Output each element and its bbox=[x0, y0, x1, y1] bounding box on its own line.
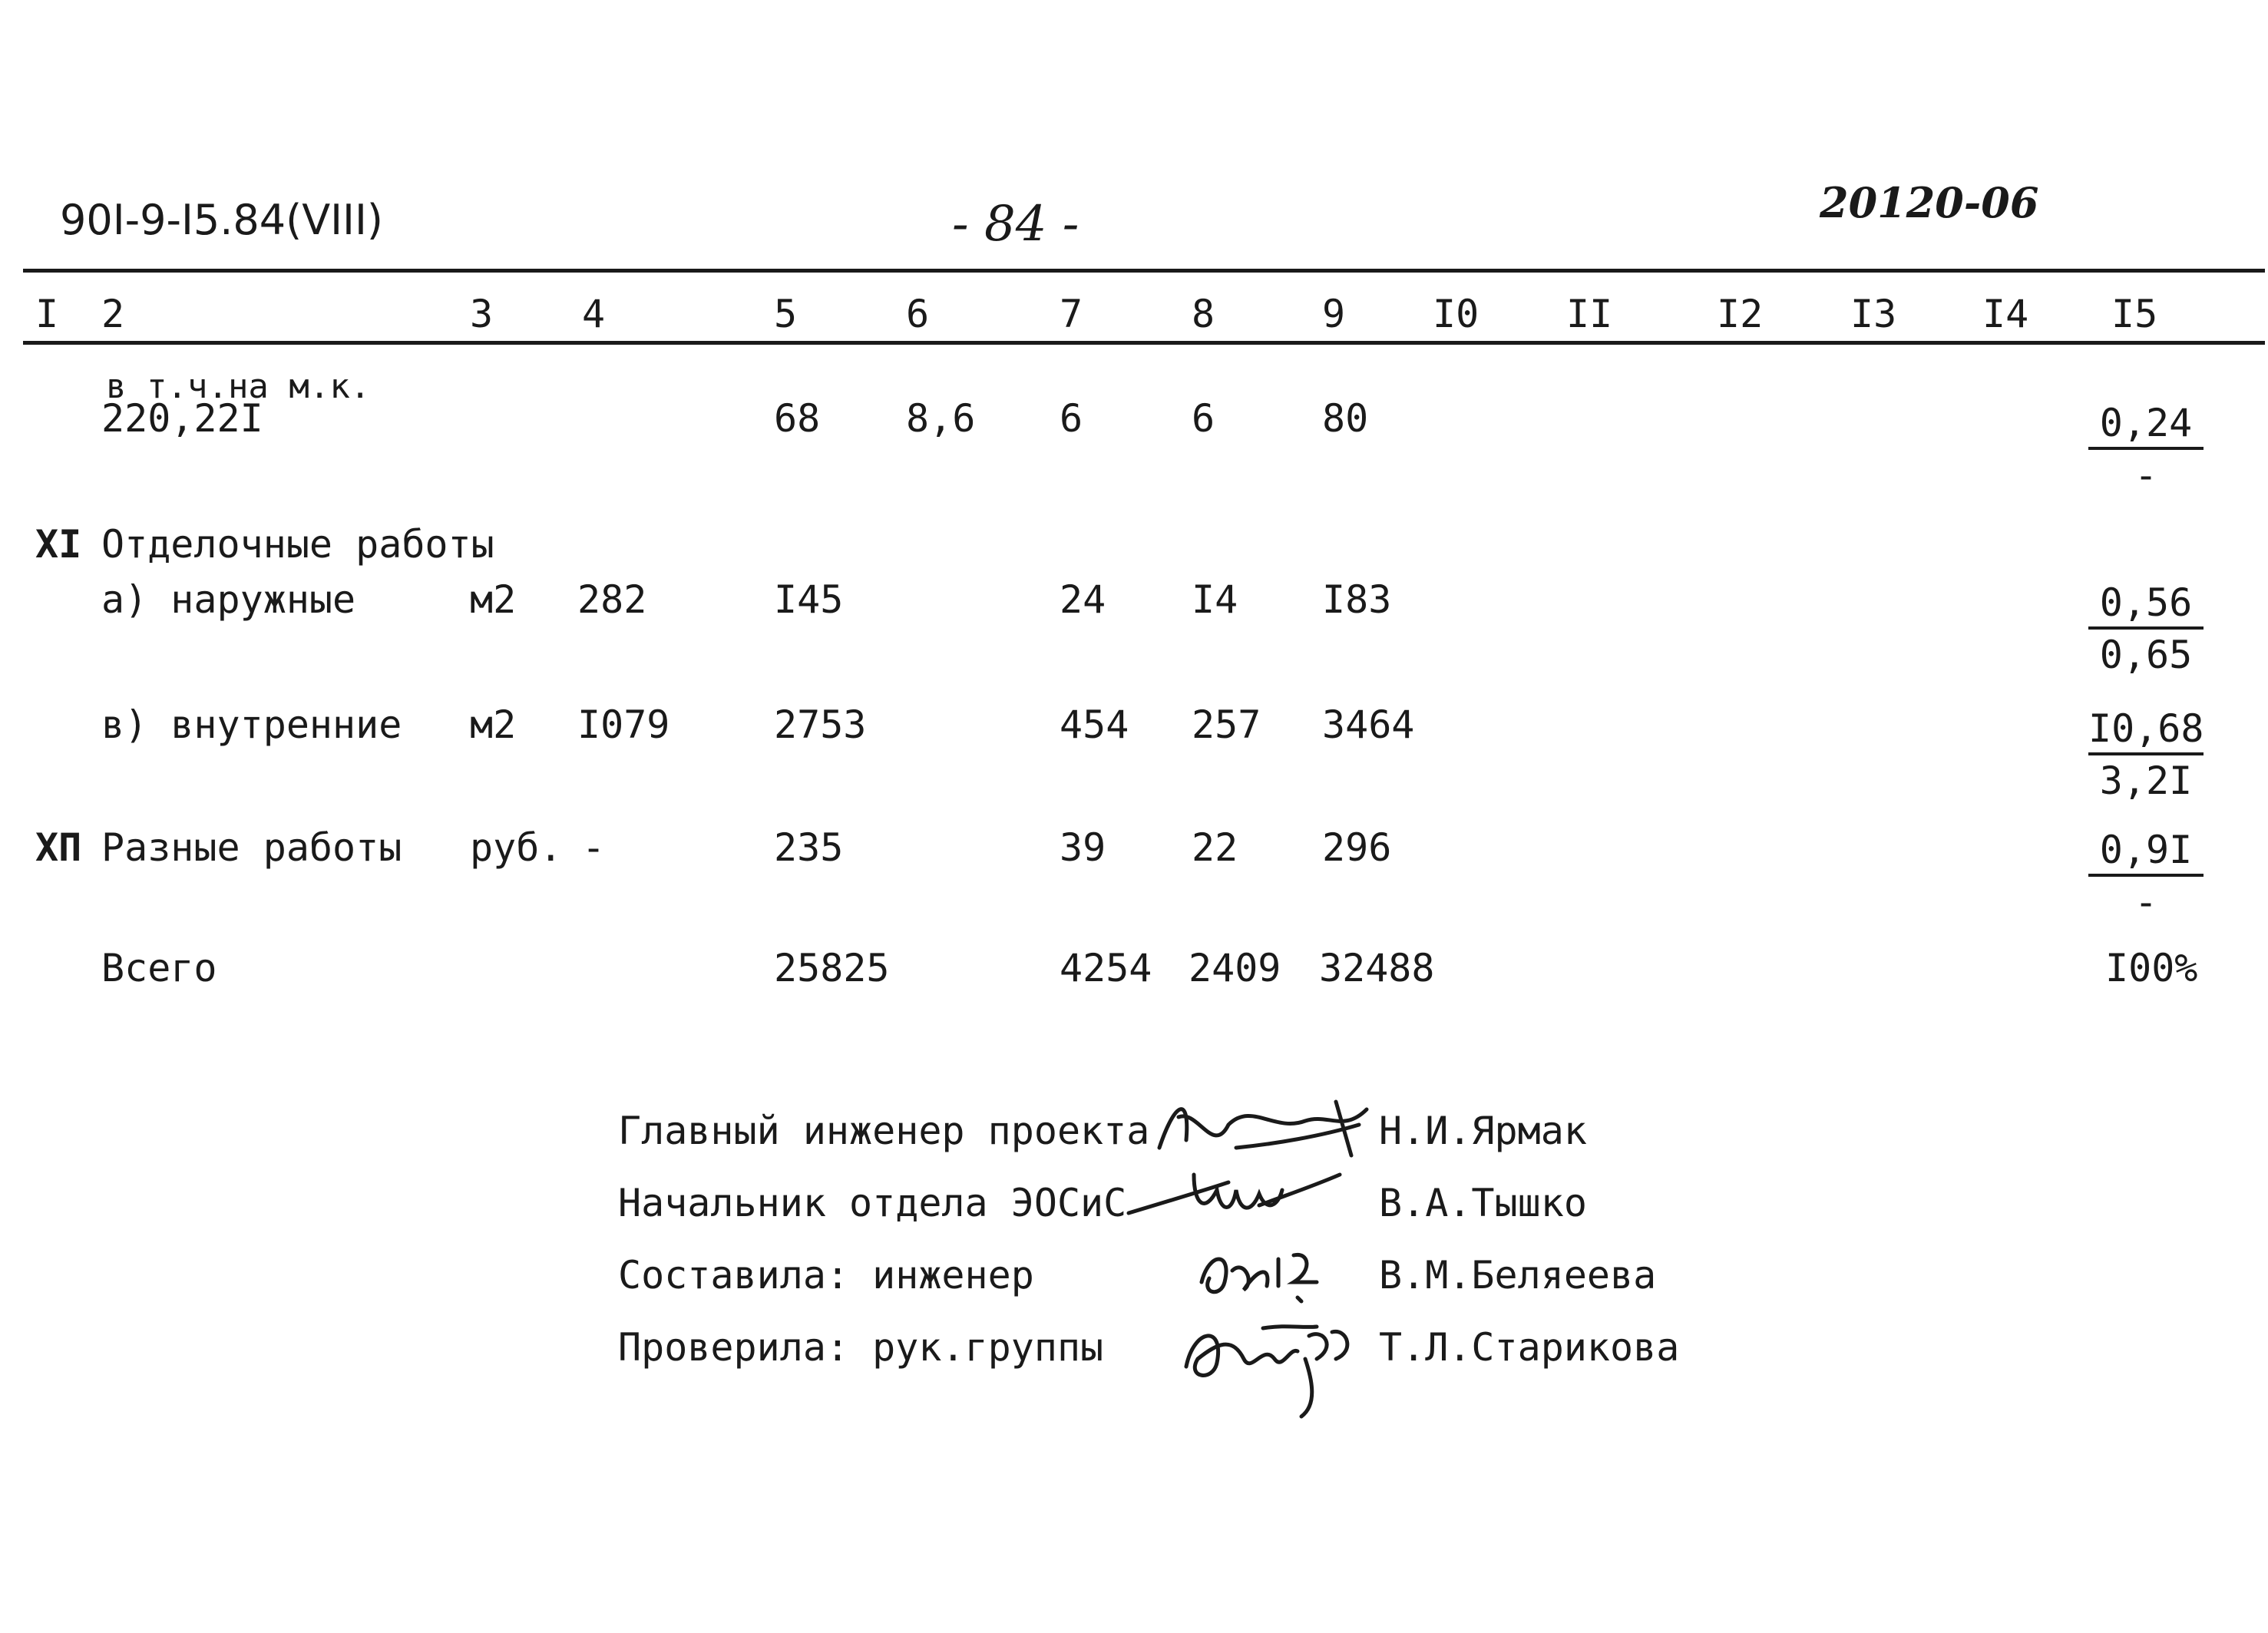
column-header-1: I bbox=[35, 292, 59, 336]
column-header-8: 8 bbox=[1192, 292, 1215, 336]
section-roman: XП bbox=[35, 825, 82, 870]
cell-col6: 8,6 bbox=[906, 396, 976, 441]
cell-col9: 32488 bbox=[1319, 946, 1435, 990]
signature-name: Н.И.Ярмак bbox=[1379, 1109, 1587, 1153]
cell-unit: м2 bbox=[470, 577, 517, 622]
cell-col8: 22 bbox=[1192, 825, 1238, 870]
top-rule bbox=[23, 269, 2265, 273]
cell-col15-fraction bbox=[2088, 828, 2204, 924]
column-header-4: 4 bbox=[582, 292, 606, 336]
page-number: - 84 - bbox=[952, 196, 1079, 253]
cell-qty: 282 bbox=[577, 577, 647, 622]
column-header-3: 3 bbox=[470, 292, 494, 336]
signature-name: Т.Л.Старикова bbox=[1379, 1325, 1680, 1370]
column-header-5: 5 bbox=[774, 292, 798, 336]
cell-col5: 235 bbox=[774, 825, 844, 870]
cell-qty: I079 bbox=[577, 702, 670, 747]
column-header-12: I2 bbox=[1717, 292, 1764, 336]
cell-col15-fraction bbox=[2088, 580, 2204, 677]
signature-role: Составила: инженер bbox=[618, 1253, 1034, 1297]
handwritten-signature-3 bbox=[1186, 1236, 1340, 1305]
inventory-number: 20120-06 bbox=[1820, 178, 2039, 227]
cell-col7: 24 bbox=[1060, 577, 1106, 622]
handwritten-signature-2 bbox=[1121, 1159, 1351, 1228]
cell-col8: 2409 bbox=[1189, 946, 1281, 990]
column-header-9: 9 bbox=[1322, 292, 1346, 336]
fraction-numerator: 0,9I bbox=[2088, 828, 2204, 877]
fraction-denominator: - bbox=[2134, 453, 2158, 498]
fraction-numerator: 0,56 bbox=[2088, 580, 2204, 630]
fraction-denominator: 0,65 bbox=[2099, 633, 2193, 677]
section-title: Отделочные работы bbox=[101, 522, 494, 567]
cell-col7: 454 bbox=[1060, 702, 1129, 747]
header-bottom-rule bbox=[23, 341, 2265, 345]
cell-col5: 25825 bbox=[774, 946, 890, 990]
row-label: а) наружные bbox=[101, 577, 356, 622]
total-label: Всего bbox=[101, 946, 217, 990]
fraction-denominator: 3,2I bbox=[2099, 759, 2193, 803]
handwritten-signature-4 bbox=[1171, 1305, 1370, 1420]
cell-col15-fraction bbox=[2088, 706, 2204, 803]
cell-col9: 3464 bbox=[1322, 702, 1415, 747]
cell-col9: 80 bbox=[1322, 396, 1369, 441]
cell-col8: 257 bbox=[1192, 702, 1261, 747]
cell-unit: м2 bbox=[470, 702, 517, 747]
cell-qty: - bbox=[582, 825, 606, 870]
cell-col7: 6 bbox=[1060, 396, 1083, 441]
cell-col8: 6 bbox=[1192, 396, 1215, 441]
row-label-line2: 220,22I bbox=[101, 396, 263, 441]
signature-role: Проверила: рук.группы bbox=[618, 1325, 1104, 1370]
document-code: 90I-9-I5.84(VIII) bbox=[60, 196, 383, 244]
column-header-10: I0 bbox=[1433, 292, 1479, 336]
cell-unit: руб. bbox=[470, 825, 563, 870]
cell-col7: 39 bbox=[1060, 825, 1106, 870]
fraction-numerator: 0,24 bbox=[2088, 401, 2204, 450]
cell-col5: 68 bbox=[774, 396, 821, 441]
cell-col8: I4 bbox=[1192, 577, 1238, 622]
cell-col15: I00% bbox=[2105, 946, 2198, 990]
column-header-13: I3 bbox=[1850, 292, 1897, 336]
column-header-7: 7 bbox=[1060, 292, 1083, 336]
signature-role: Начальник отдела ЭОСиС bbox=[618, 1181, 1127, 1225]
cell-col15-fraction bbox=[2088, 401, 2204, 498]
cell-col9: I83 bbox=[1322, 577, 1392, 622]
column-header-11: II bbox=[1566, 292, 1613, 336]
fraction-numerator: I0,68 bbox=[2088, 706, 2204, 755]
signature-role: Главный инженер проекта bbox=[618, 1109, 1150, 1153]
cell-col5: I45 bbox=[774, 577, 844, 622]
cell-col9: 296 bbox=[1322, 825, 1392, 870]
row-label: Разные работы bbox=[101, 825, 402, 870]
column-header-14: I4 bbox=[1982, 292, 2029, 336]
section-roman: XI bbox=[35, 522, 82, 567]
fraction-denominator: - bbox=[2134, 880, 2158, 924]
cell-col5: 2753 bbox=[774, 702, 867, 747]
signature-name: В.М.Беляеева bbox=[1379, 1253, 1657, 1297]
column-header-15: I5 bbox=[2111, 292, 2158, 336]
row-label-line1: в т.ч.на м.к. bbox=[106, 367, 371, 406]
column-header-2: 2 bbox=[101, 292, 125, 336]
signature-name: В.А.Тышко bbox=[1379, 1181, 1587, 1225]
row-label: в) внутренние bbox=[101, 702, 402, 747]
column-header-6: 6 bbox=[906, 292, 930, 336]
cell-col7: 4254 bbox=[1060, 946, 1152, 990]
handwritten-signature-1 bbox=[1144, 1086, 1374, 1171]
